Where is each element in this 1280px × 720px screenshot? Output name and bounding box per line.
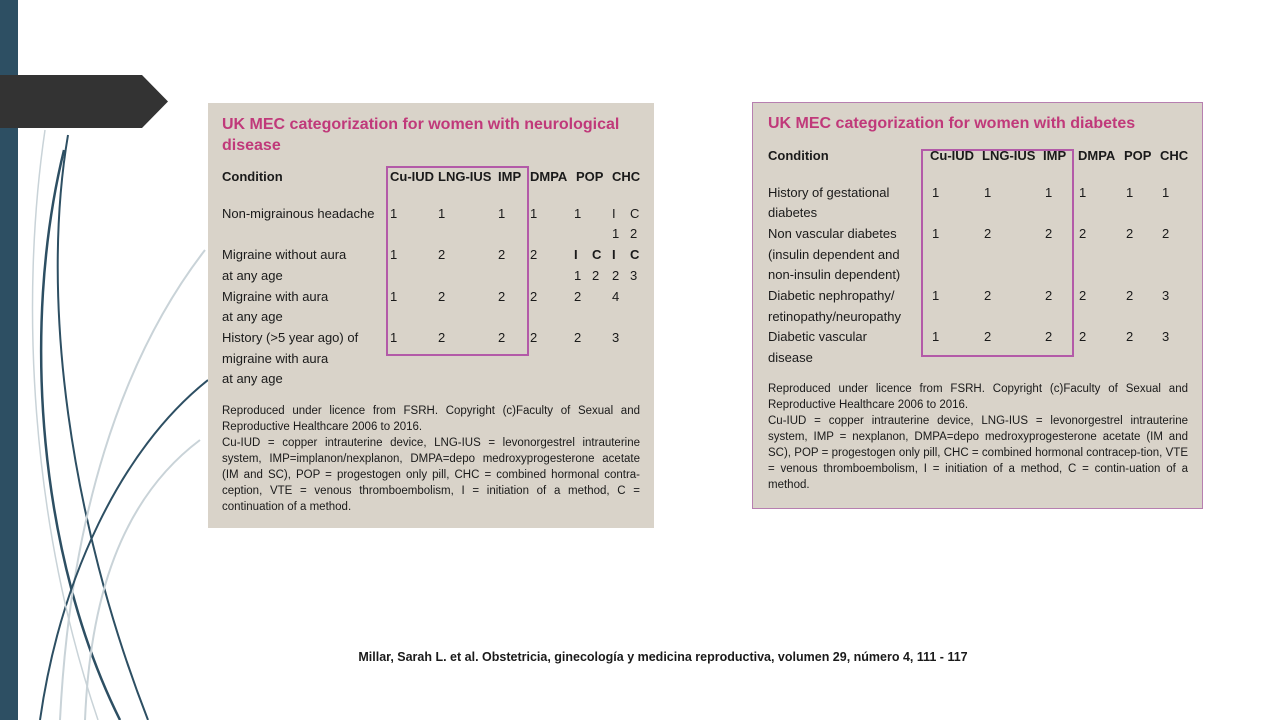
cell-lng-ius: 2: [984, 288, 992, 303]
cell-chc-initiation-label: I: [612, 247, 616, 262]
header-pop: POP: [576, 169, 604, 184]
cell-chc: 1: [1162, 185, 1170, 200]
table-row-condition-cont: diabetes: [768, 205, 818, 220]
cell-imp: 2: [498, 330, 506, 345]
neuro-table-notes: [222, 403, 640, 515]
diabetes-table-title: UK MEC categorization for women with diabetes: [768, 115, 1136, 132]
copyright-note: Reproduced under licence from FSRH. Copyright (c)Faculty of Sexual and Reproductive Healthcare 2006 to 2016.: [222, 405, 640, 433]
table-row-condition: Non vascular diabetes: [768, 226, 897, 241]
cell-chc: 4: [612, 289, 620, 304]
cell-chc-initiation-label: I: [612, 206, 616, 221]
cell-lng-ius: 1: [438, 206, 446, 221]
table-row-condition: Diabetic nephropathy/: [768, 288, 895, 303]
neuro-table-panel: [208, 103, 654, 528]
cell-cu-iud: 1: [390, 206, 398, 221]
cell-cu-iud: 1: [390, 247, 398, 262]
table-row-condition-cont: at any age: [222, 268, 283, 283]
table-row-condition: Non-migrainous headache: [222, 206, 375, 221]
cell-cu-iud: 1: [932, 185, 940, 200]
cell-pop: 2: [1126, 288, 1134, 303]
highlight-box-long-acting: [386, 166, 529, 356]
table-row-condition-cont: migraine with aura: [222, 351, 329, 366]
diabetes-table-notes: [768, 381, 1188, 493]
cell-chc: 2: [1162, 226, 1170, 241]
header-cu-iud: Cu-IUD: [390, 169, 435, 184]
cell-pop-initiation-label: I: [574, 247, 578, 262]
cell-cu-iud: 1: [932, 226, 940, 241]
header-dmpa: DMPA: [530, 169, 568, 184]
neuro-table-title: UK MEC categorization for women with neurological disease: [222, 116, 620, 154]
header-imp: IMP: [498, 169, 522, 184]
table-row-condition: History (>5 year ago) of: [222, 330, 359, 345]
header-dmpa: DMPA: [1078, 148, 1116, 163]
cell-cu-iud: 1: [390, 289, 398, 304]
table-row-condition-cont: (insulin dependent and: [768, 247, 900, 262]
cell-pop: 2: [574, 330, 582, 345]
table-row-condition: Diabetic vascular: [768, 329, 867, 344]
cell-chc-continuation-label: C: [630, 247, 640, 262]
cell-dmpa: 2: [1079, 288, 1087, 303]
cell-chc-initiation: 1: [612, 226, 620, 241]
cell-lng-ius: 1: [984, 185, 992, 200]
table-row-condition: Migraine without aura: [222, 247, 347, 262]
cell-chc-continuation-label: C: [630, 206, 640, 221]
cell-lng-ius: 2: [984, 226, 992, 241]
cell-dmpa: 2: [530, 289, 538, 304]
cell-pop: 1: [574, 206, 582, 221]
cell-pop-initiation: 1: [574, 268, 582, 283]
cell-dmpa: 1: [1079, 185, 1087, 200]
cell-dmpa: 2: [530, 330, 538, 345]
cell-imp: 2: [498, 247, 506, 262]
abbreviations-note: Cu-IUD = copper intrauterine device, LNG-IUS = levonorgestrel intrauterine system, IMP=implanon/nexplanon, DMPA=depo medroxyprogesterone acetate (IM and SC), POP = progestogen only pill, CHC = combined hormonal contra-ception, VTE = venous thromboembolism, I = initiation of a method, C = continuation of a method.: [222, 437, 640, 513]
cell-chc-initiation: 2: [612, 268, 620, 283]
header-chc: CHC: [1160, 148, 1189, 163]
cell-lng-ius: 2: [984, 329, 992, 344]
highlight-box-long-acting: [921, 149, 1074, 357]
cell-dmpa: 2: [1079, 329, 1087, 344]
cell-imp: 1: [498, 206, 506, 221]
cell-pop-continuation: 2: [592, 268, 600, 283]
cell-lng-ius: 2: [438, 289, 446, 304]
cell-pop: 1: [1126, 185, 1134, 200]
title-tab-arrow: [0, 75, 168, 128]
cell-chc-continuation: 3: [630, 268, 638, 283]
cell-pop: 2: [574, 289, 582, 304]
table-row-condition-cont: retinopathy/neuropathy: [768, 309, 901, 324]
cell-imp: 2: [1045, 288, 1053, 303]
header-condition: Condition: [768, 148, 829, 163]
cell-chc: 3: [612, 330, 620, 345]
table-row-condition-cont: at any age: [222, 309, 283, 324]
table-row-condition: Migraine with aura: [222, 289, 329, 304]
cell-lng-ius: 2: [438, 247, 446, 262]
header-imp: IMP: [1043, 148, 1067, 163]
cell-imp: 2: [498, 289, 506, 304]
cell-pop: 2: [1126, 226, 1134, 241]
cell-chc-continuation: 2: [630, 226, 638, 241]
cell-dmpa: 2: [530, 247, 538, 262]
cell-dmpa: 2: [1079, 226, 1087, 241]
copyright-note: Reproduced under licence from FSRH. Copyright (c)Faculty of Sexual and Reproductive Healthcare 2006 to 2016.: [768, 383, 1188, 411]
cell-imp: 2: [1045, 226, 1053, 241]
diabetes-table-panel: [752, 102, 1203, 509]
cell-pop: 2: [1126, 329, 1134, 344]
header-chc: CHC: [612, 169, 641, 184]
header-lng-ius: LNG-IUS: [982, 148, 1036, 163]
table-row-condition: History of gestational: [768, 185, 890, 200]
cell-imp: 2: [1045, 329, 1053, 344]
header-cu-iud: Cu-IUD: [930, 148, 975, 163]
cell-cu-iud: 1: [390, 330, 398, 345]
cell-lng-ius: 2: [438, 330, 446, 345]
cell-cu-iud: 1: [932, 288, 940, 303]
table-row-condition-cont: disease: [768, 350, 813, 365]
cell-chc: 3: [1162, 329, 1170, 344]
abbreviations-note: Cu-IUD = copper intrauterine device, LNG-IUS = levonorgestrel intrauterine system, IMP = nexplanon, DMPA=depo medroxyprogesterone acetate (IM and SC), POP = progestogen only pill, CHC = combined hormonal contracep-tion, VTE = venous thromboembolism, I = initiation of a method, C = contin-uation of a method.: [768, 415, 1188, 491]
cell-chc: 3: [1162, 288, 1170, 303]
cell-dmpa: 1: [530, 206, 538, 221]
citation-text: Millar, Sarah L. et al. Obstetricia, ginecología y medicina reproductiva, volumen 29, número 4, 111 - 117: [358, 650, 968, 664]
cell-imp: 1: [1045, 185, 1053, 200]
cell-cu-iud: 1: [932, 329, 940, 344]
table-row-condition-cont: non-insulin dependent): [768, 267, 901, 282]
header-lng-ius: LNG-IUS: [438, 169, 492, 184]
table-row-condition-cont: at any age: [222, 371, 283, 386]
cell-pop-continuation-label: C: [592, 247, 602, 262]
header-condition: Condition: [222, 169, 283, 184]
header-pop: POP: [1124, 148, 1152, 163]
